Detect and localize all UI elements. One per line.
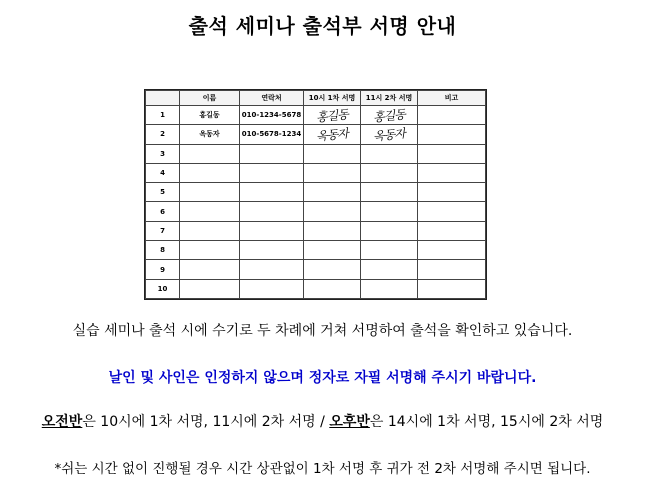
row-number: 8 [146,241,180,260]
table-row [146,183,486,202]
row-number: 4 [146,163,180,182]
row-number: 6 [146,202,180,221]
name-cell [180,202,240,221]
note-cell [418,125,486,144]
table-row [146,125,486,144]
note-cell [418,221,486,240]
signature-2-cell [361,163,418,182]
phone-cell [240,279,304,298]
phone-cell [240,144,304,163]
table-row [146,241,486,260]
signature-1-cell [304,279,361,298]
signature-2-cell [361,125,418,144]
note-cell [418,202,486,221]
column-header: 10시 1차 서명 [304,91,361,106]
name-cell [180,279,240,298]
signature-2-cell [361,279,418,298]
name-cell [180,260,240,279]
am-class-text: 은 10시에 1차 서명, 11시에 2차 서명 / [82,414,330,430]
note-cell [418,279,486,298]
table-row [146,163,486,182]
note-cell [418,241,486,260]
schedule-line [0,411,645,431]
signature-2-cell [361,144,418,163]
table-row [146,144,486,163]
column-header: 비고 [418,91,486,106]
table-row [146,279,486,298]
signature-2-cell [361,106,418,125]
note-cell [418,106,486,125]
name-cell: 옥동자 [180,125,240,144]
pm-class-text: 은 14시에 1차 서명, 15시에 2차 서명 [369,414,604,430]
name-cell [180,163,240,182]
signature-1-cell [304,144,361,163]
signature-1-cell [304,183,361,202]
column-header [146,91,180,106]
phone-cell [240,260,304,279]
row-number: 1 [146,106,180,125]
handwritten-signature: 홍길동 [372,107,406,125]
note-cell [418,144,486,163]
signature-1-cell [304,260,361,279]
row-number: 9 [146,260,180,279]
name-cell [180,241,240,260]
name-cell [180,144,240,163]
row-number: 3 [146,144,180,163]
attendance-table [145,90,486,299]
phone-cell [240,241,304,260]
table-row [146,221,486,240]
signature-2-cell [361,260,418,279]
handwritten-signature: 옥동자 [315,126,349,144]
table-row [146,202,486,221]
name-cell [180,183,240,202]
signature-2-cell [361,202,418,221]
column-header: 연락처 [240,91,304,106]
row-number: 10 [146,279,180,298]
note-cell [418,183,486,202]
instruction-line-1: 실습 세미나 출석 시에 수기로 두 차례에 거쳐 서명하여 출석을 확인하고 있습니다. [72,323,573,339]
page-title: 출석 세미나 출석부 서명 안내 [188,14,457,38]
phone-cell [240,163,304,182]
name-cell [180,221,240,240]
phone-cell [240,221,304,240]
column-header: 이름 [180,91,240,106]
phone-cell: 010-1234-5678 [240,106,304,125]
phone-cell [240,183,304,202]
footnote-line: *쉬는 시간 없이 진행될 경우 시간 상관없이 1차 서명 후 귀가 전 2차 서명해 주시면 됩니다. [54,461,591,477]
name-cell: 홍길동 [180,106,240,125]
signature-1-cell [304,221,361,240]
phone-cell [240,202,304,221]
note-cell [418,163,486,182]
signature-2-cell [361,221,418,240]
table-row [146,106,486,125]
signature-1-cell [304,106,361,125]
signature-1-cell [304,125,361,144]
row-number: 7 [146,221,180,240]
signature-1-cell [304,163,361,182]
row-number: 2 [146,125,180,144]
handwritten-signature: 옥동자 [372,126,406,144]
phone-cell: 010-5678-1234 [240,125,304,144]
signature-2-cell [361,183,418,202]
note-cell [418,260,486,279]
pm-class-label: 오후반 [329,414,370,430]
row-number: 5 [146,183,180,202]
instruction-line-2: 날인 및 사인은 인정하지 않으며 정자로 자필 서명해 주시기 바랍니다. [108,370,537,386]
signature-2-cell [361,241,418,260]
attendance-sheet-image [144,89,487,300]
column-header: 11시 2차 서명 [361,91,418,106]
handwritten-signature: 홍길동 [315,107,349,125]
am-class-label: 오전반 [41,414,83,430]
table-header-row [146,91,486,106]
signature-1-cell [304,241,361,260]
signature-1-cell [304,202,361,221]
table-row [146,260,486,279]
